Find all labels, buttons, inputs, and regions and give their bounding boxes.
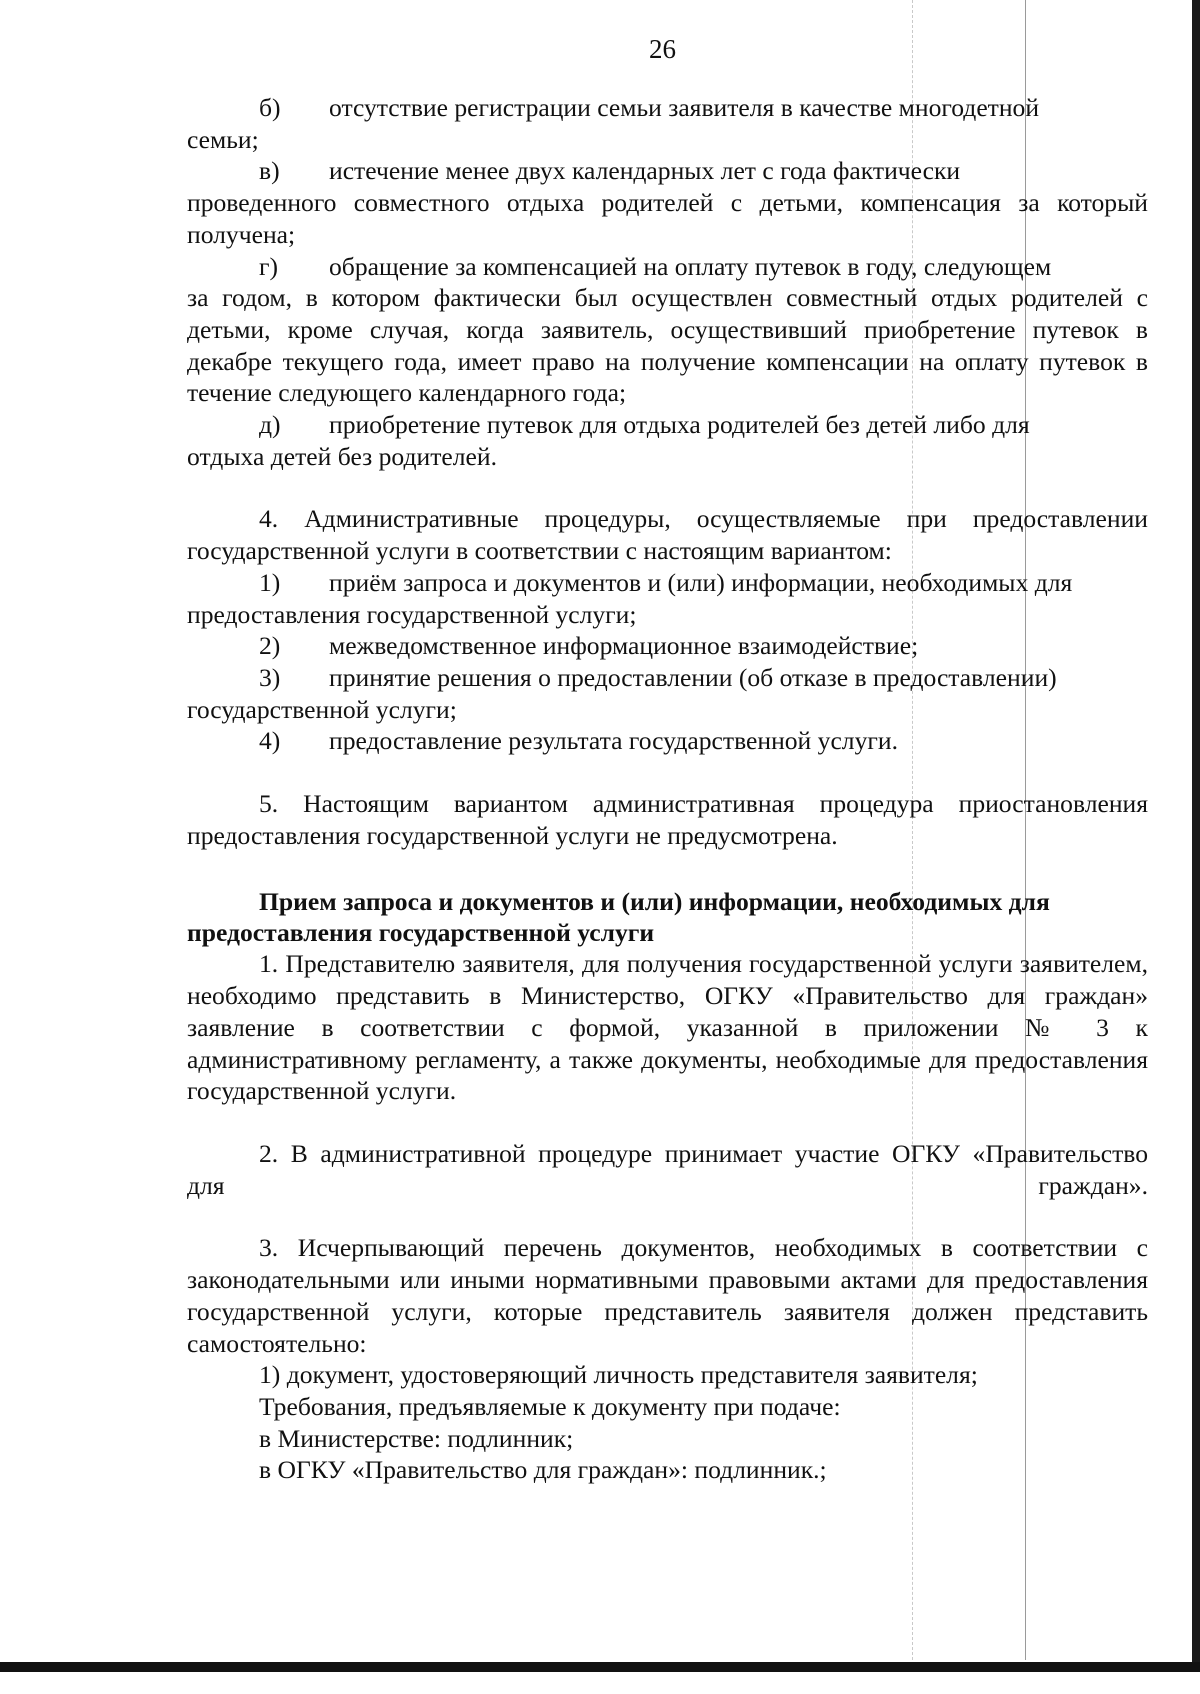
procedure-item-4 [187, 725, 1148, 757]
list-marker: в) [259, 156, 280, 186]
procedure-item-1 [187, 567, 1148, 599]
list-marker: 1) [259, 567, 281, 597]
paragraph-1: 1. Представителю заявителя, для получения государственной услуги заявителем, необходимо представить в Министерство, ОГКУ «Правительство для граждан» заявление в соответствии с формой, указанной в приложении № 3 к административному регламенту, а также документы, необходимые для предоставления государственной услуги. [187, 949, 1148, 1106]
list-marker: д) [259, 410, 281, 440]
document-item-1: 1) документ, удостоверяющий личность представителя заявителя; [259, 1360, 978, 1390]
list-item-d [187, 409, 1148, 441]
paragraph-3: 3. Исчерпывающий перечень документов, необходимых в соответствии с законодательными или иными нормативными правовыми актами для предоставления государственной услуги, которые представитель заявителя должен представить самостоятельно: [187, 1233, 1148, 1358]
list-item-text: обращение за компенсацией на оплату путевок в году, следующем [329, 251, 1052, 281]
list-marker: 4) [259, 726, 281, 756]
list-item-b [187, 92, 1148, 124]
section-heading [187, 886, 1148, 948]
list-item-text: отсутствие регистрации семьи заявителя в качестве многодетной [329, 93, 1040, 122]
section-heading-line: предоставления государственной услуги [187, 918, 655, 948]
scan-edge [1192, 0, 1200, 1672]
section-4-intro: 4. Административные процедуры, осуществляемые при предоставлении государственной услуги в соответствии с настоящим вариантом: [187, 504, 1148, 566]
list-item-text: истечение менее двух календарных лет с года фактически [329, 156, 961, 186]
list-item-text: принятие решения о предоставлении (об отказе в предоставлении) [329, 662, 1057, 692]
requirement-ministry: в Министерстве: подлинник; [259, 1423, 574, 1453]
list-item-g [187, 251, 1148, 283]
list-item-continuation: предоставления государственной услуги; [187, 599, 637, 629]
list-item-continuation: государственной услуги; [187, 694, 457, 724]
document-body [187, 92, 1148, 1486]
list-marker: б) [259, 93, 281, 122]
list-item-continuation: проведенного совместного отдыха родителей с детьми, компенсация за который получена; [187, 188, 1148, 249]
list-item-text: предоставление результата государственной услуги. [329, 726, 898, 756]
list-item-v [187, 155, 1148, 187]
list-item-text: приём запроса и документов и (или) информации, необходимых для [329, 567, 1073, 597]
list-marker: 3) [259, 662, 281, 692]
list-marker: 2) [259, 631, 281, 661]
list-item-text: межведомственное информационное взаимодействие; [329, 631, 919, 661]
section-5-paragraph: 5. Настоящим вариантом административная процедура приостановления предоставления государственной услуги не предусмотрена. [187, 789, 1148, 850]
paragraph-2: 2. В административной процедуре принимает участие ОГКУ «Правительство для граждан». [187, 1138, 1148, 1200]
page-number: 26 [649, 34, 676, 64]
procedure-item-3 [187, 662, 1148, 694]
list-item-text: приобретение путевок для отдыха родителей без детей либо для [329, 410, 1030, 440]
list-marker: г) [259, 251, 279, 281]
requirement-ogku: в ОГКУ «Правительство для граждан»: подлинник.; [259, 1455, 827, 1485]
list-item-continuation: семьи; [187, 124, 259, 154]
procedure-item-2 [187, 630, 1148, 662]
list-item-continuation: отдыха детей без родителей. [187, 441, 497, 471]
requirements-title: Требования, предъявляемые к документу при подаче: [259, 1391, 841, 1421]
scan-bottom-edge [0, 1662, 1200, 1672]
section-heading-line: Прием запроса и документов и (или) информации, необходимых для [259, 887, 1050, 917]
list-item-continuation: за годом, в котором фактически был осуществлен совместный отдых родителей с детьми, кроме случая, когда заявитель, осуществивший приобретение путевок в декабре текущего года, имеет право на получение компенсации на оплату путевок в течение следующего календарного года; [187, 283, 1148, 408]
